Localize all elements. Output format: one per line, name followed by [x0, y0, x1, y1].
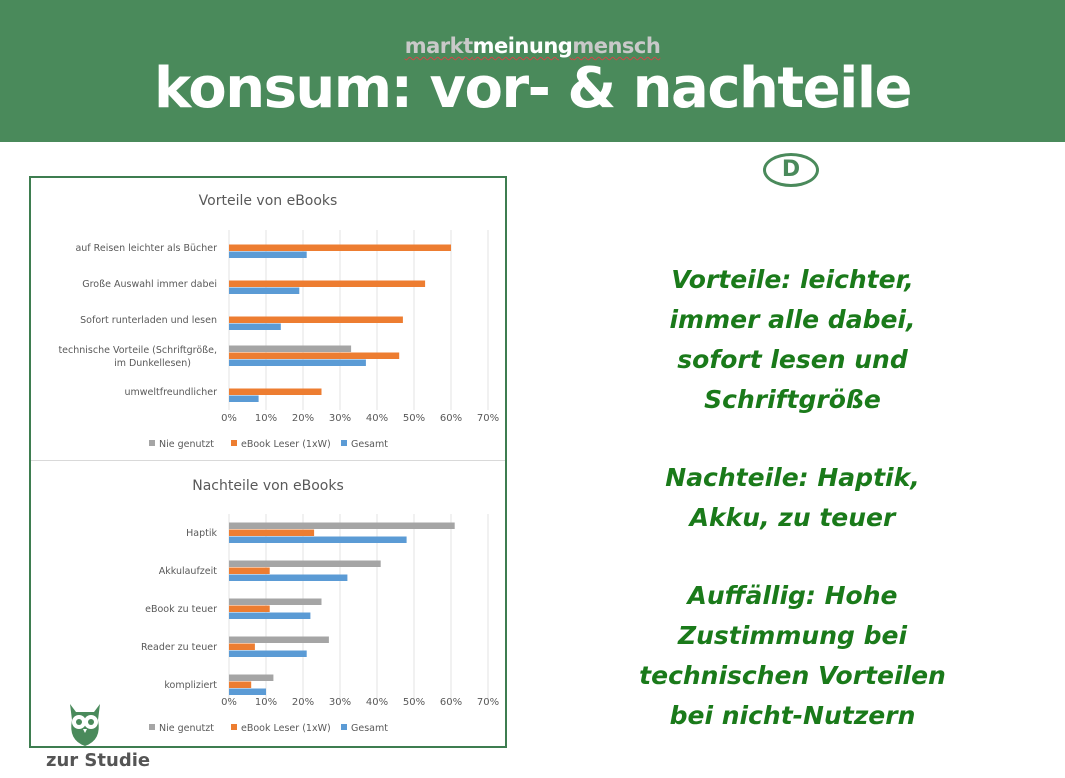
category-label: auf Reisen leichter als Bücher — [75, 243, 217, 254]
bar — [229, 346, 351, 353]
category-label: im Dunkellesen) — [114, 358, 191, 369]
legend-swatch — [341, 440, 347, 446]
x-tick-label: 10% — [254, 697, 278, 708]
chart-panel — [29, 176, 507, 748]
legend-label: Nie genutzt — [159, 439, 214, 450]
chart-divider — [31, 460, 505, 461]
category-label: Große Auswahl immer dabei — [82, 279, 217, 290]
legend-label: eBook Leser (1xW) — [241, 439, 331, 450]
chart-title: Nachteile von eBooks — [192, 478, 344, 494]
category-label: umweltfreundlicher — [124, 387, 217, 398]
owl-icon — [40, 700, 130, 750]
bar — [229, 252, 307, 259]
bar — [229, 568, 270, 575]
summary-vorteile: Vorteile: leichter, immer alle dabei, sofort lesen und Schriftgröße — [669, 265, 916, 414]
bar — [229, 637, 329, 644]
x-tick-label: 10% — [254, 413, 278, 424]
bar — [229, 689, 266, 696]
bar — [229, 396, 259, 403]
x-tick-label: 50% — [402, 697, 426, 708]
bar — [229, 530, 314, 537]
x-tick-label: 30% — [328, 697, 352, 708]
category-label: Sofort runterladen und lesen — [80, 315, 217, 326]
bar — [229, 389, 322, 396]
bar — [229, 675, 273, 682]
bar — [229, 606, 270, 613]
bar — [229, 613, 310, 620]
x-tick-label: 60% — [439, 697, 463, 708]
legend-swatch — [231, 440, 237, 446]
bar — [229, 288, 299, 295]
brand-part-markt: markt — [404, 34, 473, 58]
x-tick-label: 20% — [291, 413, 315, 424]
bar — [229, 324, 281, 331]
category-label: kompliziert — [164, 680, 217, 691]
legend-label: eBook Leser (1xW) — [241, 723, 331, 734]
category-label: technische Vorteile (Schriftgröße, — [58, 345, 217, 356]
page-title: konsum: vor- & nachteile — [153, 56, 912, 121]
x-tick-label: 70% — [476, 413, 500, 424]
summary-auffaellig: Auffällig: Hohe Zustimmung bei technischen Vorteilen bei nicht-Nutzern — [639, 581, 946, 730]
summary-nachteile: Nachteile: Haptik, Akku, zu teuer — [665, 463, 920, 532]
bar — [229, 281, 425, 288]
bar — [229, 561, 381, 568]
category-label: Akkulaufzeit — [158, 566, 217, 577]
legend-label: Gesamt — [351, 439, 388, 450]
brand-name — [0, 34, 1065, 58]
bar — [229, 575, 347, 582]
header-banner — [0, 0, 1065, 142]
category-label: Reader zu teuer — [140, 642, 217, 653]
bar — [229, 682, 251, 689]
bar — [229, 599, 322, 606]
category-label: eBook zu teuer — [145, 604, 217, 615]
legend-swatch — [149, 440, 155, 446]
x-tick-label: 50% — [402, 413, 426, 424]
bar — [229, 360, 366, 367]
brand-part-mensch: mensch — [572, 34, 661, 58]
chart-title: Vorteile von eBooks — [198, 193, 338, 209]
x-tick-label: 60% — [439, 413, 463, 424]
country-badge: D — [763, 153, 819, 187]
x-tick-label: 0% — [221, 697, 237, 708]
bar — [229, 651, 307, 658]
bar — [229, 537, 407, 544]
x-tick-label: 0% — [221, 413, 237, 424]
study-link-label[interactable]: zur Studie — [46, 750, 151, 771]
bar — [229, 523, 455, 530]
x-tick-label: 20% — [291, 697, 315, 708]
category-label: Haptik — [186, 528, 217, 539]
brand-part-meinung: meinung — [472, 34, 573, 58]
x-tick-label: 30% — [328, 413, 352, 424]
x-tick-label: 40% — [365, 697, 389, 708]
bar — [229, 353, 399, 360]
legend-label: Gesamt — [351, 723, 388, 734]
legend-swatch — [231, 724, 237, 730]
summary-text — [560, 260, 1025, 736]
charts-svg — [31, 178, 505, 746]
x-tick-label: 40% — [365, 413, 389, 424]
bar — [229, 317, 403, 324]
legend-label: Nie genutzt — [159, 723, 214, 734]
bar — [229, 245, 451, 252]
x-tick-label: 70% — [476, 697, 500, 708]
legend-swatch — [341, 724, 347, 730]
bar — [229, 644, 255, 651]
